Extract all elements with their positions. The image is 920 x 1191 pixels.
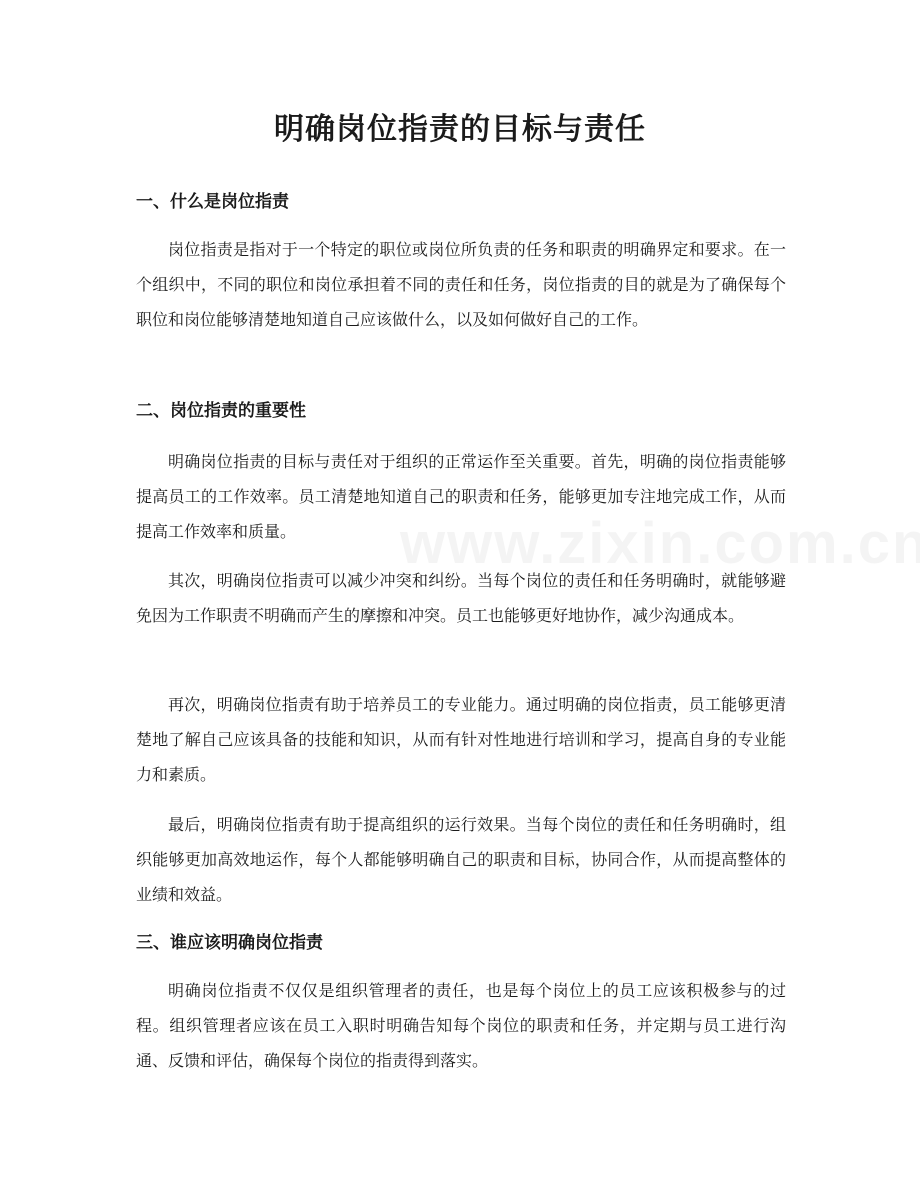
section-2-paragraph-1: 明确岗位指责的目标与责任对于组织的正常运作至关重要。首先，明确的岗位指责能够提高员工的工作效率。员工清楚地知道自己的职责和任务，能够更加专注地完成工作，从而提高工作效率和质量。 <box>136 452 786 541</box>
document-title: 明确岗位指责的目标与责任 <box>274 112 646 147</box>
section-1-paragraph-1: 岗位指责是指对于一个特定的职位或岗位所负责的任务和职责的明确界定和要求。在一个组织中，不同的职位和岗位承担着不同的责任和任务，岗位指责的目的就是为了确保每个职位和岗位能够清楚地知道自己应该做什么，以及如何做好自己的工作。 <box>136 240 786 329</box>
section-2-paragraph-3: 再次，明确岗位指责有助于培养员工的专业能力。通过明确的岗位指责，员工能够更清楚地了解自己应该具备的技能和知识，从而有针对性地进行培训和学习，提高自身的专业能力和素质。 <box>136 695 786 784</box>
section-heading-3: 三、谁应该明确岗位指责 <box>136 933 323 953</box>
section-3-paragraph-1: 明确岗位指责不仅仅是组织管理者的责任，也是每个岗位上的员工应该积极参与的过程。组织管理者应该在员工入职时明确告知每个岗位的职责和任务，并定期与员工进行沟通、反馈和评估，确保每个岗位的指责得到落实。 <box>136 981 786 1070</box>
section-heading-2: 二、岗位指责的重要性 <box>136 401 306 421</box>
section-heading-1: 一、什么是岗位指责 <box>136 192 289 212</box>
section-2-paragraph-4: 最后，明确岗位指责有助于提高组织的运行效果。当每个岗位的责任和任务明确时，组织能够更加高效地运作，每个人都能够明确自己的职责和目标，协同合作，从而提高整体的业绩和效益。 <box>136 815 786 904</box>
section-2-paragraph-2: 其次，明确岗位指责可以减少冲突和纠纷。当每个岗位的责任和任务明确时，就能够避免因为工作职责不明确而产生的摩擦和冲突。员工也能够更好地协作，减少沟通成本。 <box>136 571 786 625</box>
